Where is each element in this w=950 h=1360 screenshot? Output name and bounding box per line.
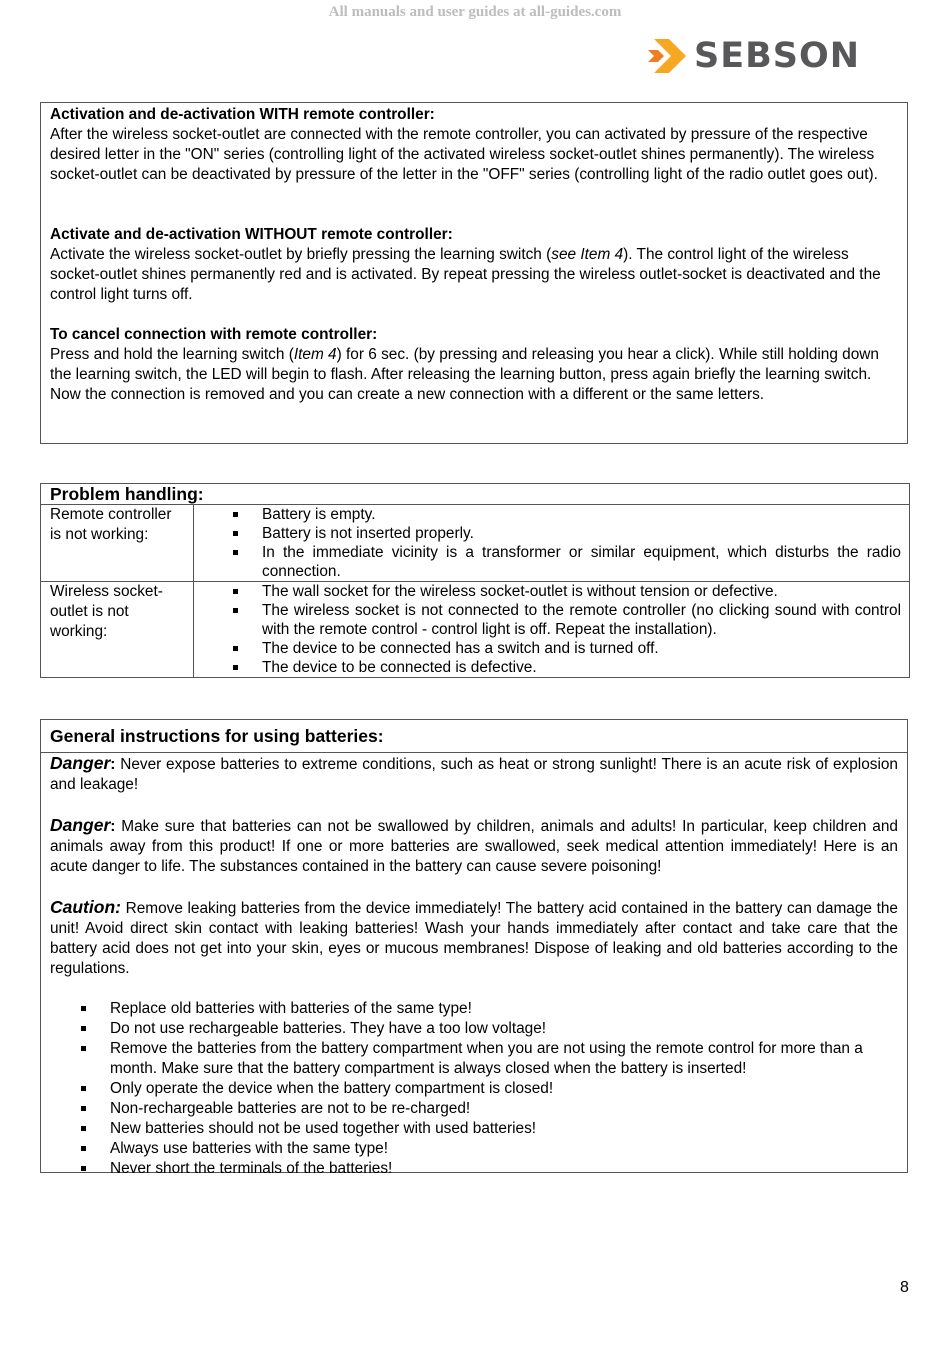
list-item: The device to be connected is defective. <box>203 658 901 677</box>
problem-handling-table <box>40 483 910 678</box>
list-item: Do not use rechargeable batteries. They have a too low voltage! <box>50 1019 898 1039</box>
brand-logo <box>648 36 860 76</box>
without-remote-text: Activate the wireless socket-outlet by briefly pressing the learning switch (see Item 4). The control light of the wireless socket-outlet shines permanently red and is activated. By repeat pressing the wireless outlet-socket is deactivated and the control light turns off. <box>50 246 881 303</box>
page-number: 8 <box>900 1279 909 1296</box>
batteries-section <box>40 719 908 1177</box>
list-item: Replace old batteries with batteries of the same type! <box>50 999 898 1019</box>
danger-label: Danger <box>50 753 111 773</box>
without-remote-title: Activate and de-activation WITHOUT remote controller: <box>50 226 453 243</box>
table-row <box>41 582 910 678</box>
danger-label: Danger <box>50 815 111 835</box>
activation-section <box>40 102 908 444</box>
with-remote-text: After the wireless socket-outlet are connected with the remote controller, you can activated by pressure of the respective desired letter in the "ON" series (controlling light of the activated wireless socket-outlet shines permanently). The wireless socket-outlet can be deactivated by pressure of the letter in the "OFF" series (controlling light of the radio outlet goes out). <box>50 126 878 183</box>
list-item: Battery is empty. <box>203 505 901 524</box>
list-item: Never short the terminals of the batteries! <box>50 1159 898 1179</box>
list-item: Battery is not inserted properly. <box>203 524 901 543</box>
causes-cell <box>194 505 910 582</box>
with-remote-title: Activation and de-activation WITH remote controller: <box>50 106 435 123</box>
danger-paragraph-2: Danger: Make sure that batteries can not be swallowed by children, animals and adults! In particular, keep children and animals away from this product! If one or more batteries are swallowed, seek medical attention immediately! Here is an acute danger to life. The substances contained in the battery can cause severe poisoning! <box>50 815 898 875</box>
list-item: The device to be connected has a switch and is turned off. <box>203 639 901 658</box>
list-item: Always use batteries with the same type! <box>50 1139 898 1159</box>
cancel-connection-title: To cancel connection with remote controller: <box>50 326 378 343</box>
chevron-logo-icon <box>648 38 688 74</box>
problem-cell: Wireless socket-outlet is not working: <box>41 582 194 678</box>
list-item: The wireless socket is not connected to the remote controller (no clicking sound with control with the remote control - control light is off. Repeat the installation). <box>203 601 901 639</box>
brand-name: SEBSON <box>694 36 861 76</box>
list-item: In the immediate vicinity is a transformer or similar equipment, which disturbs the radio connection. <box>203 543 901 581</box>
causes-cell <box>194 582 910 678</box>
problem-handling-title: Problem handling: <box>41 484 910 505</box>
caution-paragraph: Caution: Remove leaking batteries from the device immediately! The battery acid contained in the battery can damage the unit! Avoid direct skin contact with leaking batteries! Wash your hands immediately after contact and take care that the battery acid does not get into your skin, eyes or mucous membranes! Dispose of leaking and old batteries according to the regulations. <box>50 897 898 977</box>
list-item: Remove the batteries from the battery compartment when you are not using the remote control for more than a month. Make sure that the battery compartment is always closed when the battery is inserted! <box>50 1039 898 1079</box>
batteries-title: General instructions for using batteries: <box>41 720 907 753</box>
cancel-connection-text: Press and hold the learning switch (Item 4) for 6 sec. (by pressing and releasing you hear a click). While still holding down the learning switch, the LED will begin to flash. After releasing the learning button, press again briefly the learning switch. Now the connection is removed and you can create a new connection with a different or the same letters. <box>50 346 879 403</box>
list-item: Only operate the device when the battery compartment is closed! <box>50 1079 898 1099</box>
table-row <box>41 505 910 582</box>
danger-paragraph-1: Danger: Never expose batteries to extreme conditions, such as heat or strong sunlight! There is an acute risk of explosion and leakage! <box>50 753 898 793</box>
list-item: New batteries should not be used together with used batteries! <box>50 1119 898 1139</box>
list-item: The wall socket for the wireless socket-outlet is without tension or defective. <box>203 582 901 601</box>
problem-cell: Remote controller is not working: <box>41 505 194 582</box>
caution-label: Caution: <box>50 897 121 917</box>
list-item: Non-rechargeable batteries are not to be re-charged! <box>50 1099 898 1119</box>
battery-instructions-list <box>50 999 898 1179</box>
watermark: All manuals and user guides at all-guides.com <box>328 4 622 20</box>
